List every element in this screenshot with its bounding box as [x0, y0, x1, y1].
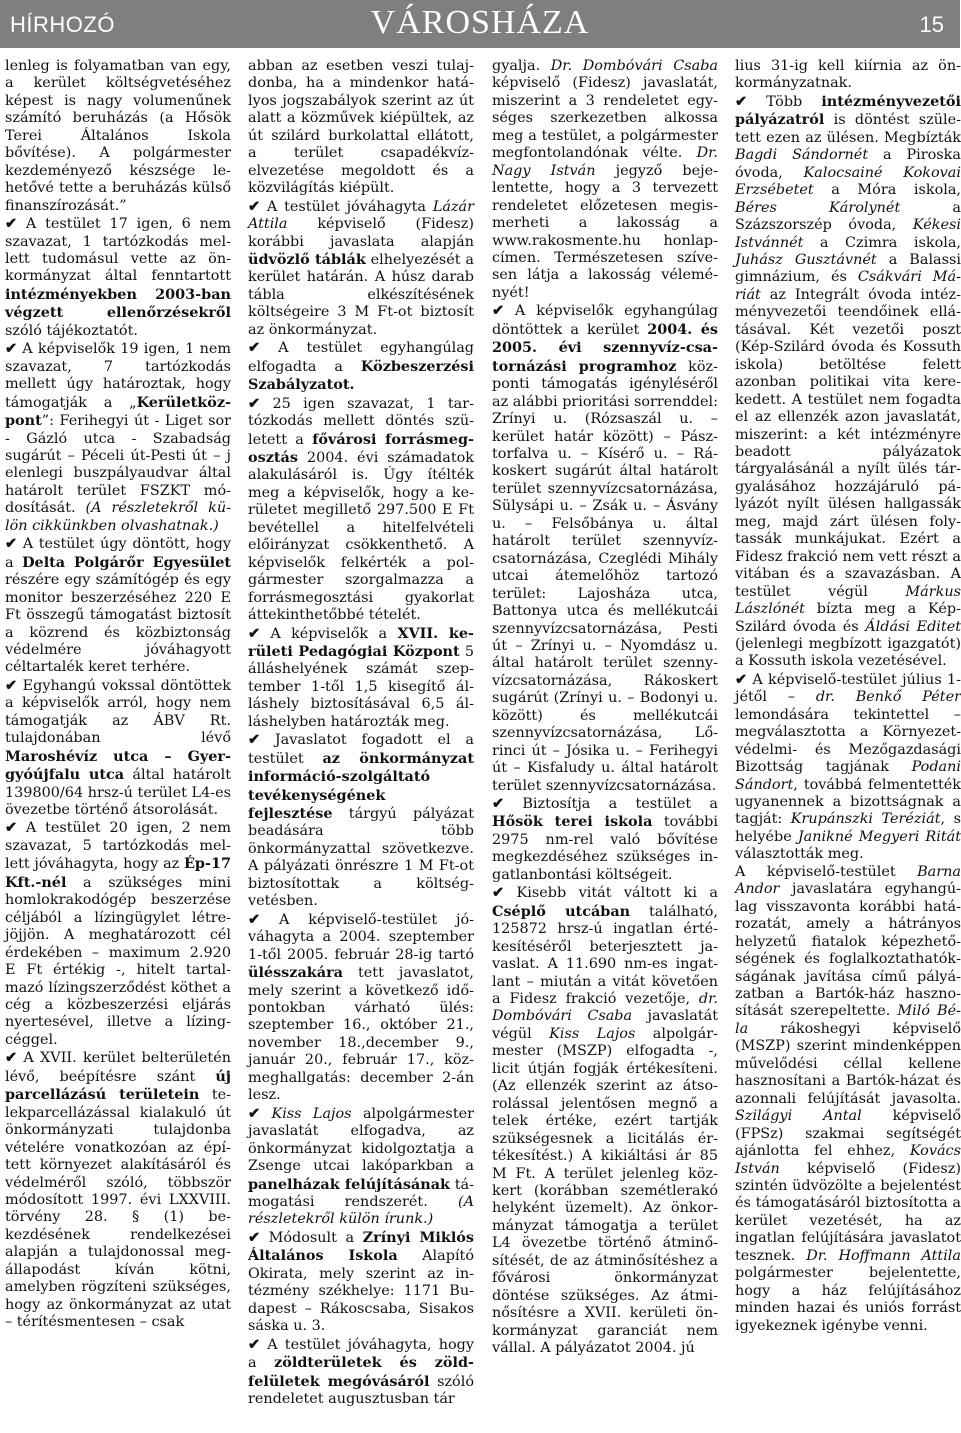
check-mark-icon: ✔: [5, 819, 18, 837]
paragraph: ✔ Több intézményvezetői pályázatról is döntést született ezen az ülésen. Megbízták Bagdi Sándornét a Piroska óvoda, Kalocsainé Kokovai Erzsébetet a Móra iskola, Béres Károlynét a Százszorszép óvoda, Kékesi Istvánnét a Czimra iskola, Juhász Gusztávnét a Balassi gimnázium, és Csákvári Máriát az Integrált óvoda intézményvezetői teendőinek ellátásával. Két vezetői poszt (Kép-Szilárd óvoda és Kossuth iskola) betöltése felett azonban politikai vita kerekedett. A testület nem fogadta el az ellenzék azon javaslatát, miszerint: a két intézményre beadott pályázatok tárgyalásánál a nyílt ülés tárgyalásához hozzájáruló pályázót nyílt ülésen hallgassák meg, majd zárt ülésen folytassák munkájukat. Ezért a Fidesz frakció nem vett részt a vitában és a szavazásban. A testület végül Márkus Lászlónét bízta meg a Kép-Szilárd óvoda és Áldási Editet (jelenlegi megbízott igazgatót) a Kossuth iskola vezetésével.: [735, 92, 961, 670]
text-column-1: [5, 58, 231, 1433]
check-mark-icon: ✔: [735, 92, 748, 110]
check-mark-icon: ✔: [248, 394, 261, 412]
check-mark-icon: ✔: [735, 670, 748, 688]
paragraph: ✔ A testület jóváhagyta, hogy a zöldterületek és zöldfelületek megóvásáról szóló rendeletet augusztusban tár: [248, 1335, 475, 1407]
check-mark-icon: ✔: [248, 1104, 261, 1122]
check-mark-icon: ✔: [492, 302, 505, 320]
paragraph: ✔ A képviselők egyhangúlag döntöttek a kerület 2004. és 2005. évi szennyvíz-csatornázási programhoz központi támogatás igényléséről az alábbi prioritási sorrenddel: Zrínyi u. (Rózsaszál u. – kerület határ között) – Pásztorfalva u. – Kísérő u. – Rákoskert sugárút által határolt terület szennyvízcsatornázása, Sülysápi u. – Zsák u. – Ásvány u. – Felsőbánya u. által határolt terület szennyvízcsatornázása, Czeglédi Mihály utcai átemelőhöz tartozó terület: Lajosháza utca, Battonya utca és mellékutcái szennyvízcsatornázása, Pesti út – Zrínyi u. – Nyomdász u. által határolt terület szennyvízcsatornázása, Rákoskert sugárút (Zrínyi u. – Bodonyi u. között) és mellékutcái szennyvízcsatornázása, Lőrinci út – Jósika u. – Ferihegyi út – Kisfaludy u. által határolt terület szennyvízcsatornázása.: [492, 302, 718, 794]
text-column-4: [735, 58, 961, 1433]
paragraph: ✔ 25 igen szavazat, 1 tartózkodás mellett döntés született a fővárosi forrásmegosztás 2004. évi számadatok alakulásáról is. Úgy ítélték meg a képviselők, hogy a kerületet megillető 297.500 E Ft bevétellel a hitelfelvételi előirányzat csökkenthető. A képviselők felkérték a polgármester szorgalmazza a forrásmegosztási gyakorlat áttekinthetőbbé tételét.: [248, 394, 474, 624]
check-mark-icon: ✔: [492, 884, 505, 902]
paragraph: ✔ A képviselő-testület július 1-jétől – dr. Benkő Péter lemondására tekintettel – megválasztotta a Környezetvédelmi- és Mezőgazdasági Bizottság tagjának Podani Sándort, továbbá felmentették ugyanennek a bizottságnak a tagját: Krupánszki Teréziát, s helyébe Janikné Megyeri Ritát választották meg.: [735, 670, 961, 863]
check-mark-icon: ✔: [248, 1228, 261, 1246]
check-mark-icon: ✔: [248, 197, 261, 215]
paragraph: ✔ Módosult a Zrínyi Miklós Általános Iskola Alapító Okirata, mely szerint az intézmény székhelye: 1171 Budapest – Rákoscsaba, Sisakos sáska u. 3.: [248, 1228, 474, 1335]
paragraph: ✔ A testület egyhangúlag elfogadta a Közbeszerzési Szabályzatot.: [248, 339, 474, 394]
paragraph: ✔ A képviselők a XVII. kerületi Pedagógiai Központ 5 álláshelyének számát szeptember 1-től 1,5 kisegítő álláshely biztosításával 6,5 álláshelyben határozták meg.: [248, 624, 474, 730]
check-mark-icon: ✔: [5, 340, 18, 358]
check-mark-icon: ✔: [248, 731, 261, 749]
paragraph: lius 31-ig kell kiírnia az önkormányzatnak.: [735, 58, 961, 92]
paragraph: ✔ A XVII. kerület belterületén lévő, beépítésre szánt új parcellázású területein telekparcellázással kialakuló út önkormányzati tulajdonba vételére vonatkozóan az épített környezet alakításáról és védelméről szóló, többször módosított 1997. évi LXXVIII. törvény 28. § (1) bekezdésének rendelkezései alapján a tulajdonossal megállapodást kíván kötni, amelyben rögzíteni szükséges, hogy az önkormányzat az utat – térítésmentesen – csak: [5, 1049, 232, 1331]
paragraph: ✔ A képviselő-testület jóváhagyta a 2004. szeptember 1-től 2005. február 28-ig tartó ülésszakára tett javaslatot, mely szerint a következő időpontokban várható ülés: szeptember 16., október 21., november 18.,december 9., január 20., február 17., közmeghallgatás: december 2-án lesz.: [248, 910, 474, 1104]
paragraph: ✔ A testület 17 igen, 6 nem szavazat, 1 tartózkodás mellett tudomásul vette az önkormányzat által fenntartott intézményekben 2003-ban végzett ellenőrzésekről szóló tájékoztatót.: [5, 215, 231, 339]
check-mark-icon: ✔: [5, 1049, 18, 1067]
check-mark-icon: ✔: [248, 910, 261, 928]
check-mark-icon: ✔: [5, 535, 18, 553]
page-title: VÁROSHÁZA: [370, 4, 590, 41]
section-name: HÍRHOZÓ: [10, 12, 115, 37]
paragraph: ✔ A képviselők 19 igen, 1 nem szavazat, 7 tartózkodás mellett úgy határoztak, hogy támogatják a „Kerületközpont”: Ferihegyi út - Liget sor - Gázló utca - Szabadság sugárút – Péceli út-Pesti út – j elenlegi buszpályaudvar által határolt terület FSZKT módosítását. (A részletekről külön cikkünkben olvashatnak.): [5, 340, 231, 534]
paragraph: ✔ Biztosítja a testület a Hősök terei iskola további 2975 nm-rel való bővítése megkezdéséhez szükséges ingatlanbontási költségeit.: [492, 795, 718, 883]
paragraph: ✔ A testület úgy döntött, hogy a Delta Polgárőr Egyesület részére egy számítógép és egy monitor beszerzéséhez 220 E Ft összegű támogatást biztosít a közrend és közbiztonság védelmére jóváhagyott céltartalék keret terhére.: [5, 535, 231, 676]
article-body: [0, 58, 960, 1433]
paragraph: gyalja. Dr. Dombóvári Csaba képviselő (Fidesz) javaslatát, miszerint a 3 rendeletet egységes szerkezetben alkossa meg a testület, a polgármester megfontolandónak vélte. Dr. Nagy István jegyző bejelentette, hogy a 3 tervezett rendeletet előzetesen megismerheti a lakosság a www.rakosmente.hu honlapcímen. Természetesen szívesen látja a lakosság véleményét!: [492, 58, 718, 301]
paragraph: abban az esetben veszi tulajdonba, ha a mindenkor hatályos jogszabályok szerint az út alatt a közművek kiépültek, az út szilárd burkolattal ellátott, a terület csapadékvíz-elvezetése megoldott és a közvilágítás kiépült.: [248, 58, 474, 197]
check-mark-icon: ✔: [248, 624, 261, 642]
paragraph: ✔ Egyhangú vokssal döntöttek a képviselők arról, hogy nem támogatják az ÁBV Rt. tulajdonában lévő Maroshévíz utca – Gyergyóújfalu utca által határolt 139800/64 hrsz-ú terület L4-es övezetbe történő átsorolását.: [5, 676, 232, 819]
paragraph: ✔ A testület 20 igen, 2 nem szavazat, 5 tartózkodás mellett jóváhagyta, hogy az Ép-17 Kft.-nél a szükséges mini homlokrakodógép beszerzése céljából a lízingügylet létrejöjjön. A meghatározott cél érdekében – maximum 2.920 E Ft értékig -, hitelt tartalmazó lízingszerződést köthet a cég a közbeszerzési eljárás nyertesével, illetve a lízingcéggel.: [5, 819, 231, 1048]
check-mark-icon: ✔: [248, 1335, 261, 1353]
check-mark-icon: ✔: [492, 795, 505, 813]
paragraph: ✔ Javaslatot fogadott el a testület az önkormányzat információ-szolgáltató tevékenységének fejlesztése tárgyú pályázat beadására több önkormányzattal szövetkezve. A pályázati önrészre 1 M Ft-ot biztosítottak a költségvetésben.: [248, 731, 474, 910]
paragraph: A képviselő-testület Barna Andor javaslatára egyhangúlag visszavonta korábbi határozatát, amely a hátrányos helyzetű fiatalok képezhetőségének és foglalkoztathatókságának javítása című pályázatban a Bartók-ház hasznosítását szerepeltette. Miló Béla rákoshegyi képviselő (MSZP) szerint mindenképpen művelődési céllal kellene hasznosítani a Bartók-házat és azonnali felújítását javasolta. Szilágyi Antal képviselő (FPSz) szakmai segítségét ajánlotta fel ehhez, Kovács István képviselő (Fidesz) szintén üdvözölte a bejelentést és támogatásáról biztosította a kerület vezetését, ha az ingatlan felújítására javaslatot tesznek. Dr. Hoffmann Attila polgármester bejelentette, hogy a ház felújításához minden hazai és uniós forrást igyekeznek igénybe venni.: [735, 863, 961, 1334]
check-mark-icon: ✔: [248, 339, 261, 357]
paragraph: ✔ A testület jóváhagyta Lázár Attila képviselő (Fidesz) korábbi javaslata alapján üdvözlő táblák elhelyezését a kerület határán. A húsz darab tábla elkészítésének költségeire 3 M Ft-ot biztosít az önkormányzat.: [248, 197, 474, 338]
text-column-3: [492, 58, 718, 1433]
check-mark-icon: ✔: [5, 215, 18, 233]
page-header: [0, 0, 960, 48]
paragraph: ✔ Kiss Lajos alpolgármester javaslatát elfogadva, az önkormányzat kidolgoztatja a Zsenge utcai lakóparkban a panelházak felújításának támogatási rendszerét. (A részletekről külön írunk.): [248, 1104, 474, 1228]
page-number: 15: [919, 12, 944, 37]
paragraph: lenleg is folyamatban van egy, a kerület költségvetéséhez képest is nagy volumenűnek számító beruházás (a Hősök Terei Általános Iskola bővítése). A polgármester kezdeményező készsége lehetővé tette a beruházás külső finanszírozását.”: [5, 58, 231, 214]
paragraph: ✔ Kisebb vitát váltott ki a Cséplő utcában található, 125872 hrsz-ú ingatlan értékesítéséről beterjesztett javaslat. A 11.690 nm-es ingatlant – miután a vitát követően a Fidesz frakció vezetője, dr. Dombóvári Csaba javaslatát végül Kiss Lajos alpolgármester (MSZP) elfogadta -, licit útján fogják értékesíteni. (Az ellenzék szerint az átsorolással jelentősen megnő a telek értéke, ezért tartják szükségesnek a licitálás értékesítést.) A kikiáltási ár 85 M Ft. A terület jelenleg közkert (korábban szemétlerakó helyként üzemelt). Az önkormányzat támogatja a terület L4 övezetbe történő átminősítését, de az átminősítéshez a fővárosi önkormányzat döntése szükséges. Az átminősítésre a XVII. kerületi önkormányzat garanciát nem vállal. A pályázatot 2004. jú: [492, 884, 718, 1357]
check-mark-icon: ✔: [5, 676, 18, 694]
text-column-2: [248, 58, 474, 1433]
